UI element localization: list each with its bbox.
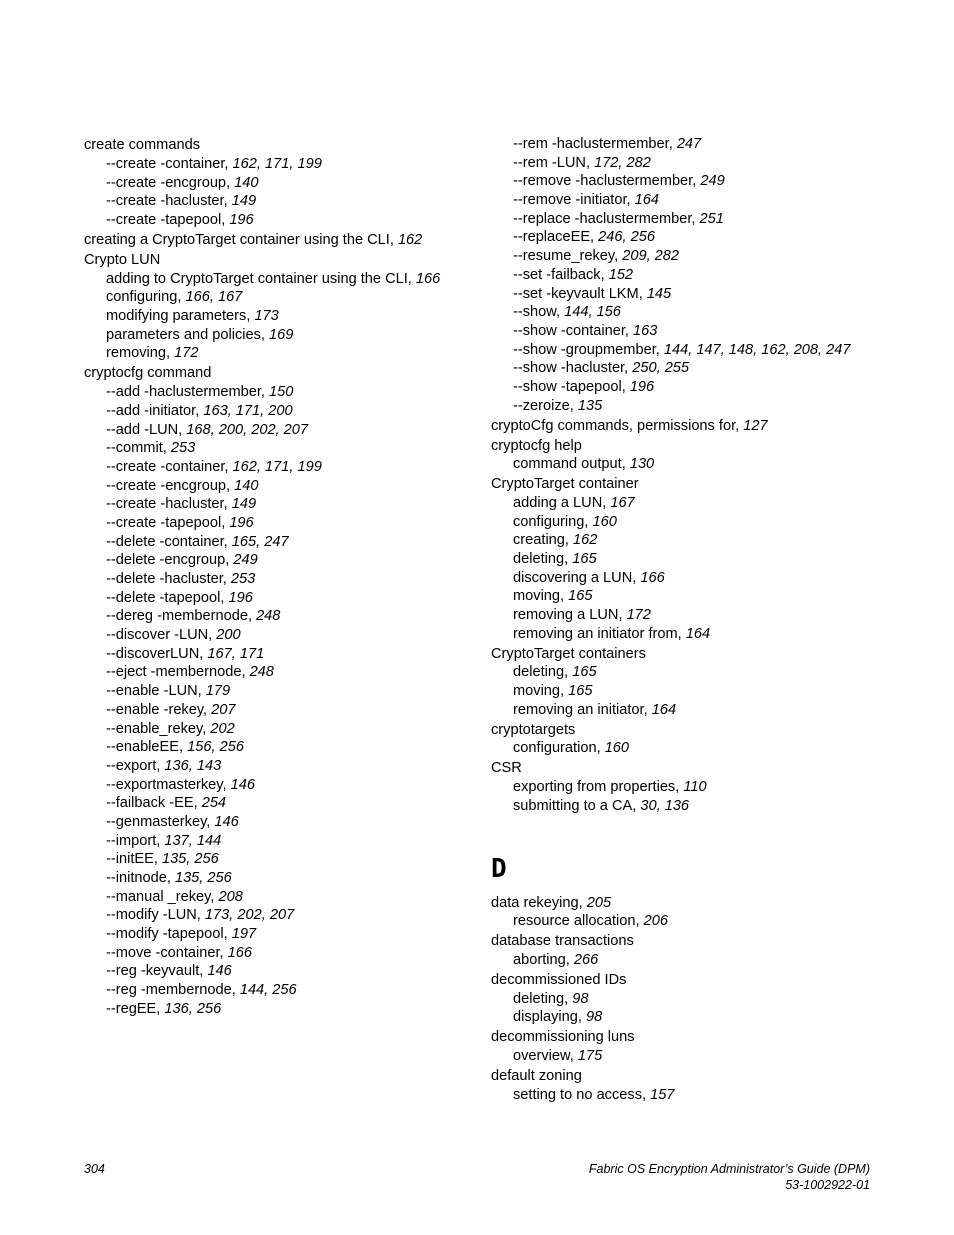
index-subentry — [84, 944, 474, 963]
index-entry — [491, 759, 891, 778]
index-column-left — [84, 135, 474, 1019]
index-subentry — [491, 172, 891, 191]
entry-page-refs: 248 — [256, 608, 281, 625]
entry-page-refs: 251 — [699, 210, 724, 227]
entry-page-refs: 175 — [577, 1047, 603, 1064]
entry-page-refs: 209, 282 — [622, 248, 680, 265]
entry-page-refs: 144, 147, 148, 162, 208, 247 — [663, 341, 851, 358]
entry-term: cryptocfg command — [84, 365, 212, 382]
entry-term: parameters and policies, — [106, 326, 270, 343]
index-subentry — [491, 266, 891, 285]
entry-term: --zeroize, — [513, 397, 578, 414]
index-subentry — [491, 154, 891, 173]
index-subentry — [491, 778, 891, 797]
index-subentry — [491, 359, 891, 378]
entry-term: --add -haclustermember, — [106, 384, 270, 401]
entry-page-refs: 166 — [415, 270, 441, 287]
index-subentry — [491, 303, 891, 322]
index-subentry — [84, 682, 474, 701]
index-subentry — [491, 739, 891, 758]
entry-page-refs: 247 — [676, 136, 702, 152]
entry-page-refs: 164 — [685, 625, 711, 642]
index-subentry — [84, 155, 474, 174]
entry-page-refs: 165 — [572, 664, 597, 681]
entry-page-refs: 168, 200, 202, 207 — [186, 421, 309, 438]
entry-term: --modify -LUN, — [106, 907, 205, 924]
entry-page-refs: 146 — [207, 963, 232, 980]
index-subentry — [491, 1008, 891, 1027]
index-subentry — [84, 288, 474, 307]
entry-page-refs: 249 — [700, 173, 725, 190]
entry-term: aborting, — [513, 951, 574, 968]
entry-page-refs: 162, 171, 199 — [232, 155, 322, 172]
entry-page-refs: 173, 202, 207 — [204, 907, 295, 924]
entry-page-refs: 130 — [629, 456, 655, 473]
index-subentry — [491, 797, 891, 816]
entry-term: --reg -membernode, — [106, 982, 240, 999]
entry-page-refs: 173 — [254, 308, 279, 325]
entry-term: --create -container, — [106, 458, 233, 475]
entry-term: --create -encgroup, — [106, 174, 235, 191]
entry-page-refs: 149 — [231, 496, 257, 513]
footer-book-title: Fabric OS Encryption Administrator’s Guide (DPM) — [588, 1162, 870, 1176]
index-column-right — [491, 135, 891, 1104]
entry-term: --manual _rekey, — [106, 888, 219, 905]
index-subentry — [84, 270, 474, 289]
entry-term: removing an initiator from, — [513, 625, 686, 642]
entry-term: command output, — [513, 456, 630, 473]
entry-term: --show -groupmember, — [513, 341, 664, 358]
entry-term: --show -container, — [513, 322, 634, 339]
entry-term: --move -container, — [106, 944, 228, 961]
entry-page-refs: 253 — [230, 571, 256, 587]
index-subentry — [84, 192, 474, 211]
entry-term: --add -LUN, — [106, 421, 187, 438]
entry-term: --create -hacluster, — [106, 193, 232, 210]
entry-page-refs: 164 — [634, 192, 660, 209]
entry-term: --failback -EE, — [106, 795, 202, 812]
entry-term: exporting from properties, — [513, 779, 684, 796]
footer-doc-number: 53-1002922-01 — [785, 1177, 870, 1192]
entry-term: --eject -membernode, — [106, 664, 250, 681]
index-entry — [491, 437, 891, 456]
index-subentry — [84, 477, 474, 496]
index-subentry — [84, 776, 474, 795]
entry-term: --exportmasterkey, — [106, 776, 231, 793]
section-letter-heading: D — [491, 853, 507, 884]
index-subentry — [84, 869, 474, 888]
index-entry — [491, 1067, 891, 1086]
entry-page-refs: 172 — [174, 345, 199, 362]
index-subentry — [84, 326, 474, 345]
index-subentry — [84, 832, 474, 851]
entry-page-refs: 196 — [229, 212, 254, 229]
entry-page-refs: 164 — [651, 701, 677, 718]
index-subentry — [491, 191, 891, 210]
entry-term: --add -initiator, — [106, 402, 204, 419]
entry-term: --commit, — [106, 440, 171, 457]
entry-page-refs: 110 — [683, 779, 707, 796]
entry-term: --initnode, — [106, 870, 175, 886]
footer-page-number: 304 — [84, 1162, 105, 1176]
index-subentry — [84, 495, 474, 514]
entry-term: --create -hacluster, — [106, 496, 232, 513]
entry-term: --dereg -membernode, — [106, 608, 257, 625]
entry-term: removing, — [106, 345, 175, 362]
index-subentry — [491, 531, 891, 550]
index-entry — [491, 645, 891, 664]
entry-term: --reg -keyvault, — [106, 963, 208, 980]
entry-term: configuring, — [106, 289, 186, 306]
entry-term: creating, — [513, 532, 574, 549]
index-subentry — [84, 906, 474, 925]
index-subentry — [84, 607, 474, 626]
index-entry — [491, 417, 891, 436]
entry-page-refs: 145 — [646, 285, 672, 302]
entry-term: creating a CryptoTarget container using the CLI, — [84, 232, 398, 249]
entry-page-refs: 144, 156 — [564, 304, 621, 321]
index-subentry — [491, 912, 891, 931]
entry-term: removing a LUN, — [513, 607, 627, 624]
index-subentry — [84, 794, 474, 813]
entry-term: --replace -haclustermember, — [513, 210, 700, 227]
index-subentry — [84, 720, 474, 739]
entry-term: --genmasterkey, — [106, 813, 215, 830]
index-entry — [491, 894, 891, 913]
entry-page-refs: 149 — [231, 193, 257, 210]
entry-term: --delete -container, — [106, 533, 232, 550]
index-entry — [84, 251, 474, 270]
entry-term: deleting, — [513, 551, 573, 568]
entry-term: --regEE, — [106, 1000, 165, 1017]
entry-page-refs: 167, 171 — [207, 645, 265, 662]
entry-page-refs: 207 — [211, 701, 236, 718]
entry-term: default zoning — [491, 1067, 582, 1084]
entry-term: --set -keyvault LKM, — [513, 285, 647, 302]
entry-term: --remove -initiator, — [513, 192, 635, 209]
index-subentry — [84, 626, 474, 645]
index-subentry — [84, 383, 474, 402]
entry-term: resource allocation, — [513, 913, 644, 930]
entry-page-refs: 146 — [214, 813, 239, 830]
entry-page-refs: 250, 255 — [632, 360, 690, 377]
entry-term: CSR — [491, 760, 522, 777]
entry-page-refs: 208 — [218, 888, 243, 905]
entry-term: deleting, — [513, 664, 573, 681]
entry-term: database transactions — [491, 933, 634, 950]
index-subentry — [84, 570, 474, 589]
entry-page-refs: 246, 256 — [598, 229, 655, 246]
entry-term: --delete -tapepool, — [106, 589, 229, 606]
entry-page-refs: 136, 143 — [164, 757, 222, 774]
index-subentry — [491, 210, 891, 229]
entry-page-refs: 160 — [592, 513, 617, 530]
entry-page-refs: 249 — [233, 552, 258, 569]
entry-page-refs: 205 — [586, 894, 612, 911]
index-subentry — [84, 962, 474, 981]
index-subentry — [491, 625, 891, 644]
index-subentry — [491, 951, 891, 970]
index-subentry — [491, 701, 891, 720]
entry-page-refs: 160 — [604, 740, 630, 757]
entry-term: --show -tapepool, — [513, 378, 630, 395]
index-subentry — [84, 211, 474, 230]
index-entry — [491, 721, 891, 740]
index-subentry — [491, 455, 891, 474]
entry-term: configuration, — [513, 740, 605, 757]
entry-page-refs: 162 — [573, 532, 598, 549]
entry-term: modifying parameters, — [106, 308, 255, 325]
entry-page-refs: 166 — [227, 944, 253, 961]
entry-term: --export, — [106, 757, 165, 774]
entry-term: decommissioned IDs — [491, 971, 627, 988]
entry-page-refs: 137, 144 — [164, 832, 222, 849]
entry-page-refs: 146 — [230, 776, 255, 793]
entry-term: discovering a LUN, — [513, 569, 641, 586]
entry-page-refs: 135 — [577, 397, 603, 414]
index-subentry — [84, 439, 474, 458]
index-subentry — [84, 533, 474, 552]
index-subentry — [84, 850, 474, 869]
entry-term: displaying, — [513, 1009, 587, 1026]
index-subentry — [491, 550, 891, 569]
index-subentry — [491, 135, 891, 154]
entry-page-refs: 30, 136 — [640, 797, 690, 814]
entry-term: cryptoCfg commands, permissions for, — [491, 417, 744, 434]
index-subentry — [84, 458, 474, 477]
entry-term: --show -hacluster, — [513, 360, 633, 377]
index-entry — [84, 231, 474, 250]
entry-term: --discoverLUN, — [106, 645, 208, 662]
entry-term: overview, — [513, 1047, 578, 1064]
entry-term: --remove -haclustermember, — [513, 173, 701, 190]
entry-term: --import, — [106, 832, 165, 849]
entry-page-refs: 135, 256 — [174, 870, 232, 886]
entry-page-refs: 166 — [640, 569, 665, 586]
index-subentry — [84, 757, 474, 776]
index-subentry — [491, 378, 891, 397]
entry-term: CryptoTarget containers — [491, 645, 646, 662]
entry-term: --delete -encgroup, — [106, 552, 234, 569]
entry-page-refs: 179 — [205, 683, 231, 700]
entry-term: --rem -haclustermember, — [513, 136, 677, 152]
entry-page-refs: 200 — [216, 627, 241, 644]
entry-term: CryptoTarget container — [491, 476, 639, 493]
index-subentry — [491, 606, 891, 625]
entry-term: configuring, — [513, 513, 593, 530]
index-subentry — [491, 569, 891, 588]
entry-page-refs: 144, 256 — [239, 982, 297, 999]
entry-page-refs: 165 — [568, 588, 593, 605]
entry-page-refs: 163 — [633, 322, 658, 339]
entry-page-refs: 165 — [572, 551, 597, 568]
index-entry — [491, 1028, 891, 1047]
index-subentry — [491, 1047, 891, 1066]
entry-page-refs: 165 — [568, 683, 593, 700]
entry-term: --create -tapepool, — [106, 212, 230, 229]
entry-page-refs: 206 — [643, 913, 668, 930]
index-subentry — [84, 514, 474, 533]
index-subentry — [84, 981, 474, 1000]
entry-term: --modify -tapepool, — [106, 926, 232, 943]
index-subentry — [491, 341, 891, 360]
entry-page-refs: 197 — [231, 926, 257, 943]
index-entry-list-left — [84, 136, 474, 1018]
entry-page-refs: 248 — [249, 664, 274, 681]
entry-term: --enable -rekey, — [106, 701, 212, 718]
index-subentry — [491, 1086, 891, 1105]
index-subentry — [491, 247, 891, 266]
index-entry — [491, 932, 891, 951]
index-subentry — [84, 925, 474, 944]
index-subentry — [491, 322, 891, 341]
index-subentry — [84, 174, 474, 193]
index-subentry — [84, 421, 474, 440]
index-subentry — [491, 587, 891, 606]
index-subentry — [84, 701, 474, 720]
entry-page-refs: 172 — [626, 607, 651, 624]
entry-page-refs: 167 — [610, 494, 635, 511]
entry-page-refs: 165, 247 — [231, 533, 289, 550]
entry-term: --enableEE, — [106, 739, 188, 756]
entry-page-refs: 202 — [210, 720, 235, 737]
entry-term: --enable_rekey, — [106, 720, 211, 737]
entry-page-refs: 140 — [234, 477, 259, 494]
index-subentry — [84, 344, 474, 363]
entry-term: Crypto LUN — [84, 252, 161, 269]
entry-page-refs: 169 — [269, 326, 294, 343]
entry-page-refs: 196 — [228, 589, 253, 606]
entry-term: --set -failback, — [513, 266, 609, 283]
entry-page-refs: 254 — [201, 795, 227, 812]
entry-term: --show, — [513, 304, 565, 321]
entry-page-refs: 98 — [586, 1009, 603, 1026]
entry-page-refs: 196 — [229, 514, 254, 531]
entry-page-refs: 127 — [743, 417, 768, 434]
entry-page-refs: 162, 171, 199 — [232, 458, 322, 475]
entry-page-refs: 162 — [397, 232, 423, 249]
entry-page-refs: 152 — [608, 266, 634, 283]
index-entry — [84, 364, 474, 383]
entry-term: setting to no access, — [513, 1086, 651, 1103]
entry-page-refs: 163, 171, 200 — [203, 402, 293, 419]
index-subentry — [84, 888, 474, 907]
index-subentry — [84, 663, 474, 682]
index-subentry — [491, 228, 891, 247]
index-entry-list-right-top — [491, 135, 891, 816]
entry-term: --discover -LUN, — [106, 627, 217, 644]
index-subentry — [84, 551, 474, 570]
entry-term: --create -tapepool, — [106, 514, 230, 531]
entry-term: data rekeying, — [491, 894, 587, 911]
entry-page-refs: 166, 167 — [185, 289, 243, 306]
index-subentry — [84, 645, 474, 664]
entry-term: decommissioning luns — [491, 1029, 635, 1046]
entry-term: --create -encgroup, — [106, 477, 235, 494]
index-subentry — [491, 513, 891, 532]
entry-term: --replaceEE, — [513, 229, 599, 246]
entry-page-refs: 135, 256 — [161, 851, 219, 868]
index-subentry — [491, 397, 891, 416]
index-subentry — [491, 663, 891, 682]
entry-term: --resume_rekey, — [513, 248, 623, 265]
entry-page-refs: 196 — [629, 378, 655, 395]
index-entry — [84, 136, 474, 155]
index-subentry — [84, 1000, 474, 1019]
index-subentry — [84, 402, 474, 421]
index-subentry — [491, 494, 891, 513]
index-entry — [491, 475, 891, 494]
entry-page-refs: 266 — [573, 951, 599, 968]
entry-page-refs: 156, 256 — [187, 739, 244, 756]
entry-page-refs: 157 — [650, 1086, 675, 1103]
index-subentry — [491, 990, 891, 1009]
entry-term: deleting, — [513, 990, 573, 1007]
index-entry — [491, 971, 891, 990]
entry-term: --delete -hacluster, — [106, 571, 231, 587]
entry-term: moving, — [513, 588, 569, 605]
entry-term: --rem -LUN, — [513, 154, 595, 171]
entry-term: submitting to a CA, — [513, 797, 641, 814]
entry-term: moving, — [513, 683, 569, 700]
index-subentry — [491, 285, 891, 304]
index-subentry — [491, 682, 891, 701]
entry-term: removing an initiator, — [513, 701, 652, 718]
entry-term: --create -container, — [106, 155, 233, 172]
index-subentry — [84, 589, 474, 608]
index-subentry — [84, 307, 474, 326]
entry-term: adding a LUN, — [513, 494, 611, 511]
entry-page-refs: 172, 282 — [594, 154, 651, 171]
entry-term: --initEE, — [106, 851, 162, 868]
entry-term: --enable -LUN, — [106, 683, 206, 700]
entry-page-refs: 150 — [269, 384, 294, 401]
entry-page-refs: 98 — [572, 990, 589, 1007]
footer-book-info — [589, 1162, 870, 1193]
entry-term: create commands — [84, 137, 200, 154]
entry-page-refs: 140 — [234, 174, 259, 191]
entry-page-refs: 136, 256 — [164, 1000, 222, 1017]
index-subentry — [84, 738, 474, 757]
entry-page-refs: 253 — [170, 440, 196, 457]
entry-term: cryptocfg help — [491, 437, 582, 454]
index-subentry — [84, 813, 474, 832]
entry-term: cryptotargets — [491, 721, 576, 738]
entry-term: adding to CryptoTarget container using the CLI, — [106, 270, 416, 287]
index-entry-list-right-bottom — [491, 894, 891, 1105]
